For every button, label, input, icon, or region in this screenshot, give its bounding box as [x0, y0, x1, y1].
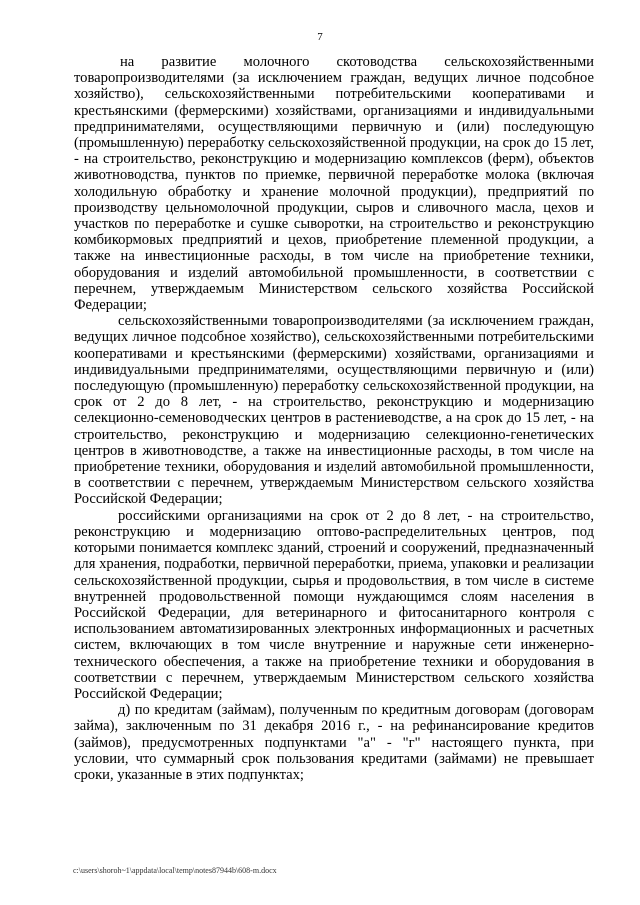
footer-file-path: c:\users\shoroh~1\appdata\local\temp\notes87944b\608-m.docx — [73, 866, 277, 875]
paragraph-breeding-centers: сельскохозяйственными товаропроизводителями (за исключением граждан, ведущих личное подсобное хозяйство), сельскохозяйственными потребительскими кооперативами и крестьянскими (фермерскими) хозяйствами, организациями и индивидуальными предпринимателями, осуществляющими первичную и (или) последующую (промышленную) переработку сельскохозяйственной продукции, на срок от 2 до 8 лет, - на строительство, реконструкцию и модернизацию селекционно-семеноводческих центров в растениеводстве, а на срок до 15 лет, - на строительство, реконструкцию и модернизацию селекционно-генетических центров в животноводстве, а также на инвестиционные расходы, в том числе на приобретение техники, оборудования и изделий автомобильной промышленности, в соответствии с перечнем, утверждаемым Министерством сельского хозяйства Российской Федерации; — [74, 313, 594, 508]
paragraph-dairy-farming: на развитие молочного скотоводства сельскохозяйственными товаропроизводителями (за исключением граждан, ведущих личное подсобное хозяйство), сельскохозяйственными потребительскими кооперативами и крестьянскими (фермерскими) хозяйствами, организациями и индивидуальными предпринимателями, осуществляющими первичную и (или) последующую (промышленную) переработку сельскохозяйственной продукции, на срок до 15 лет, - на строительство, реконструкцию и модернизацию комплексов (ферм), объектов животноводства, пунктов по приемке, первичной переработке молока (включая холодильную обработку и хранение молочной продукции), предприятий по производству цельномолочной продукции, сыров и сливочного масла, цехов и участков по переработке и сушке сыворотки, на строительство и реконструкцию комбикормовых предприятий и цехов, приобретение племенной продукции, а также на инвестиционные расходы, в том числе на приобретение техники, оборудования и изделий автомобильной промышленности, в соответствии с перечнем, утверждаемым Министерством сельского хозяйства Российской Федерации; — [74, 54, 594, 314]
document-body — [74, 54, 594, 783]
paragraph-refinancing: д) по кредитам (займам), полученным по кредитным договорам (договорам займа), заключенным по 31 декабря 2016 г., - на рефинансирование кредитов (займов), предусмотренных подпунктами "а" - "г" настоящего пункта, при условии, что суммарный срок пользования кредитами (займами) не превышает сроки, указанные в этих подпунктах; — [74, 702, 594, 783]
paragraph-wholesale-centers: российскими организациями на срок от 2 до 8 лет, - на строительство, реконструкцию и модернизацию оптово-распределительных центров, под которыми понимается комплекс зданий, строений и сооружений, предназначенный для хранения, подработки, первичной переработки, приема, упаковки и реализации сельскохозяйственной продукции, сырья и продовольствия, в том числе в системе внутренней продовольственной помощи нуждающимся слоям населения в Российской Федерации, для ветеринарного и фитосанитарного контроля с использованием автоматизированных электронных информационных и расчетных систем, включающих в том числе внутренние и наружные сети инженерно-технического обеспечения, а также на приобретение техники и оборудования в соответствии с перечнем, утверждаемым Министерством сельского хозяйства Российской Федерации; — [74, 507, 594, 702]
page-number: 7 — [317, 31, 323, 43]
